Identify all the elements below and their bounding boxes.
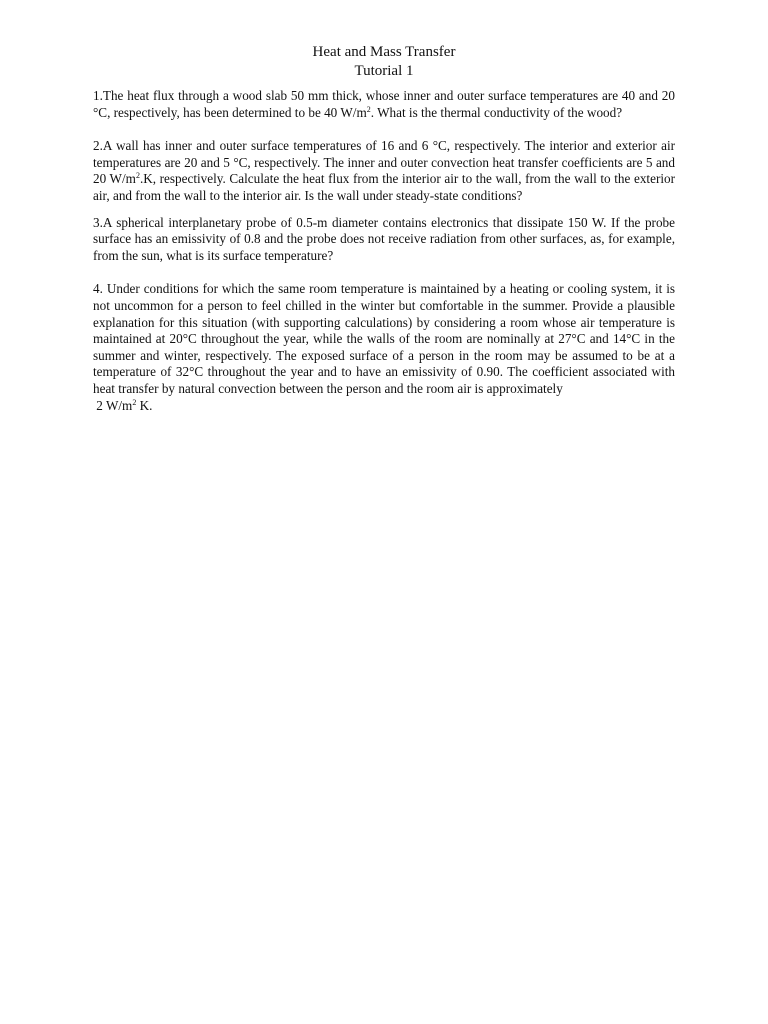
question-4-text-body: 4. Under conditions for which the same room temperature is maintained by a heating or cooling system, it is not uncommon for a person to feel chilled in the winter but comfortable in the summer. Provide a plausible explanation for this situation (with supporting calculations) by considering a room whose air temperature is maintained at 20°C throughout the year, while the walls of the room are nominally at 27°C and 14°C in the summer and winter, respectively. The exposed surface of a person in the room may be assumed to be at a temperature of 32°C throughout the year and to have an emissivity of 0.90. The coefficient associated with heat transfer by natural convection between the person and the room air is approximately	[93, 281, 675, 396]
question-1-superscript: 2	[366, 104, 371, 114]
question-1-text-part-b: . What is the thermal conductivity of the wood?	[370, 104, 623, 120]
question-2-text-part-a: 2.A wall has inner and outer surface temperatures of 16 and 6 °C, respectively. The interior and exterior air temperatures are 20 and 5 °C, respectively. The inner and outer convection heat transfer coefficients are 5 and 20 W/m	[93, 138, 675, 187]
document-subtitle: Tutorial 1	[354, 63, 414, 79]
question-4-text-last-b: K.	[136, 397, 153, 413]
question-4-superscript: 2	[132, 397, 137, 407]
question-2-text	[93, 138, 675, 204]
question-4-text-last-a: 2 W/m	[96, 397, 133, 413]
question-3-text: 3.A spherical interplanetary probe of 0.5-m diameter contains electronics that dissipate 150 W. If the probe surface has an emissivity of 0.8 and the probe does not receive radiation from other surfaces, as, for example, from the sun, what is its surface temperature?	[93, 214, 675, 263]
question-2-superscript: 2	[135, 171, 140, 181]
question-3	[93, 215, 675, 265]
question-1-text-part-a: 1.The heat flux through a wood slab 50 mm thick, whose inner and outer surface temperatures are 40 and 20 °C, respectively, has been determined to be 40 W/m	[93, 88, 675, 120]
document-header	[0, 43, 768, 81]
question-2-text-part-b: .K, respectively. Calculate the heat flux from the interior air to the wall, from the wall to the exterior air, and from the wall to the interior air. Is the wall under steady-state conditions?	[93, 171, 675, 203]
questions-list	[93, 88, 675, 414]
question-4	[93, 281, 675, 414]
document-title: Heat and Mass Transfer	[312, 44, 456, 60]
question-2	[93, 138, 675, 204]
question-1	[93, 88, 675, 121]
question-4-text	[93, 281, 675, 414]
question-1-text	[93, 88, 675, 121]
